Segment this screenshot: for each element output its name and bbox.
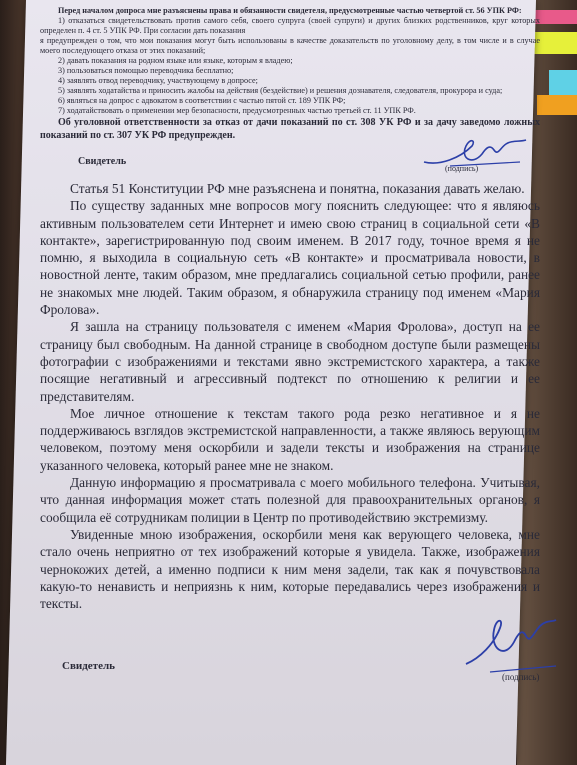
rights-heading: Перед началом допроса мне разъяснены права и обязанности свидетеля, предусмотренные частью четвертой ст. 56 УПК РФ:	[58, 6, 522, 15]
signature-caption-bottom: (подпись)	[502, 672, 540, 683]
signature-row-top	[40, 142, 540, 176]
signature-caption: (подпись)	[445, 164, 479, 173]
signature-row-bottom	[40, 612, 540, 692]
rights-notice	[40, 6, 540, 142]
testimony-paragraph: Статья 51 Конституции РФ мне разъяснена и понятна, показания давать желаю.	[70, 181, 525, 196]
witness-label: Свидетель	[78, 156, 127, 167]
testimony-paragraph: Увиденные мною изображения, оскорбили меня как верующего человека, мне стало очень неприятно от тех изображений которые я увидела. Также, изображения чернокожих детей, а именно подписи к ним меня задели, так как я почувствовала какую-то ненависть и неприязнь к ним, которые передавались через изображения и тексты.	[40, 526, 540, 612]
sticky-tab-orange	[537, 95, 577, 115]
testimony-paragraph: Мое личное отношение к текстам такого рода резко негативное и я не поддерживаюсь взглядов экстремистской направленности, а также являюсь верующим человеком, поэтому меня оскорбили и задели тексты и изображения на странице указанного человека, который ранее мне не знаком.	[40, 405, 540, 473]
testimony-paragraph: По существу заданных мне вопросов могу пояснить следующее: что я являюсь активным пользователем сети Интернет и имею свою страниц в социальной сети «В контакте», зарегистрированную под своим именем. В 2017 году, точное время я не помню, я выходила в социальную сеть «В контакте» и просматривала новости, в новостной ленте, таким образом, мне предлагались социальной сетью профили, ранее не знакомых мне людей. Таким образом, я обнаружила страницу под именем «Мария Фролова».	[40, 198, 540, 318]
right-item: 7) ходатайствовать о применении мер безопасности, предусмотренных частью третьей ст. 11 УПК РФ.	[58, 106, 416, 115]
right-item: 6) являться на допрос с адвокатом в соответствии с частью пятой ст. 189 УПК РФ;	[58, 96, 346, 105]
liability-warning: Об уголовной ответственности за отказ от дачи показаний по ст. 308 УК РФ и за дачу заведомо ложных показаний по ст. 307 УК РФ предупрежден.	[40, 117, 540, 141]
right-item: я предупрежден о том, что мои показания могут быть использованы в качестве доказательств по уголовному делу, в том числе и в случае моего последующего отказа от этих показаний;	[40, 36, 540, 55]
handwritten-signature-icon	[460, 614, 560, 678]
witness-label-bottom: Свидетель	[62, 660, 115, 673]
right-item: 5) заявлять ходатайства и приносить жалобы на действия (бездействие) и решения дознавателя, следователя, прокурора и суда;	[58, 86, 503, 95]
testimony-text	[40, 180, 540, 612]
right-item: 4) заявлять отвод переводчику, участвующему в допросе;	[58, 76, 258, 85]
right-item: 1) отказаться свидетельствовать против самого себя, своего супруга (своей супруги) и других близких родственников, круг которых определен п. 4 ст. 5 УПК РФ. При согласии дать показания	[40, 16, 540, 35]
document-content	[40, 6, 540, 692]
right-item: 3) пользоваться помощью переводчика бесплатно;	[58, 66, 234, 75]
right-item: 2) давать показания на родном языке или языке, которым я владею;	[58, 56, 293, 65]
sticky-tab-cyan	[549, 70, 577, 98]
testimony-paragraph: Я зашла на страницу пользователя с именем «Мария Фролова», доступ на ее страницу был свободным. На данной странице в свободном доступе были размещены фотографии с изображениями и текстами явно экстремистского характера, а также посящие негативный и агрессивный подтекст по отношению к религии и ее представителям.	[40, 319, 540, 404]
testimony-paragraph: Данную информацию я просматривала с моего мобильного телефона. Учитывая, что данная информация может стать полезной для правоохранительных органов, я сообщила её сотрудникам полиции в Центр по противодействию экстремизму.	[40, 475, 540, 525]
